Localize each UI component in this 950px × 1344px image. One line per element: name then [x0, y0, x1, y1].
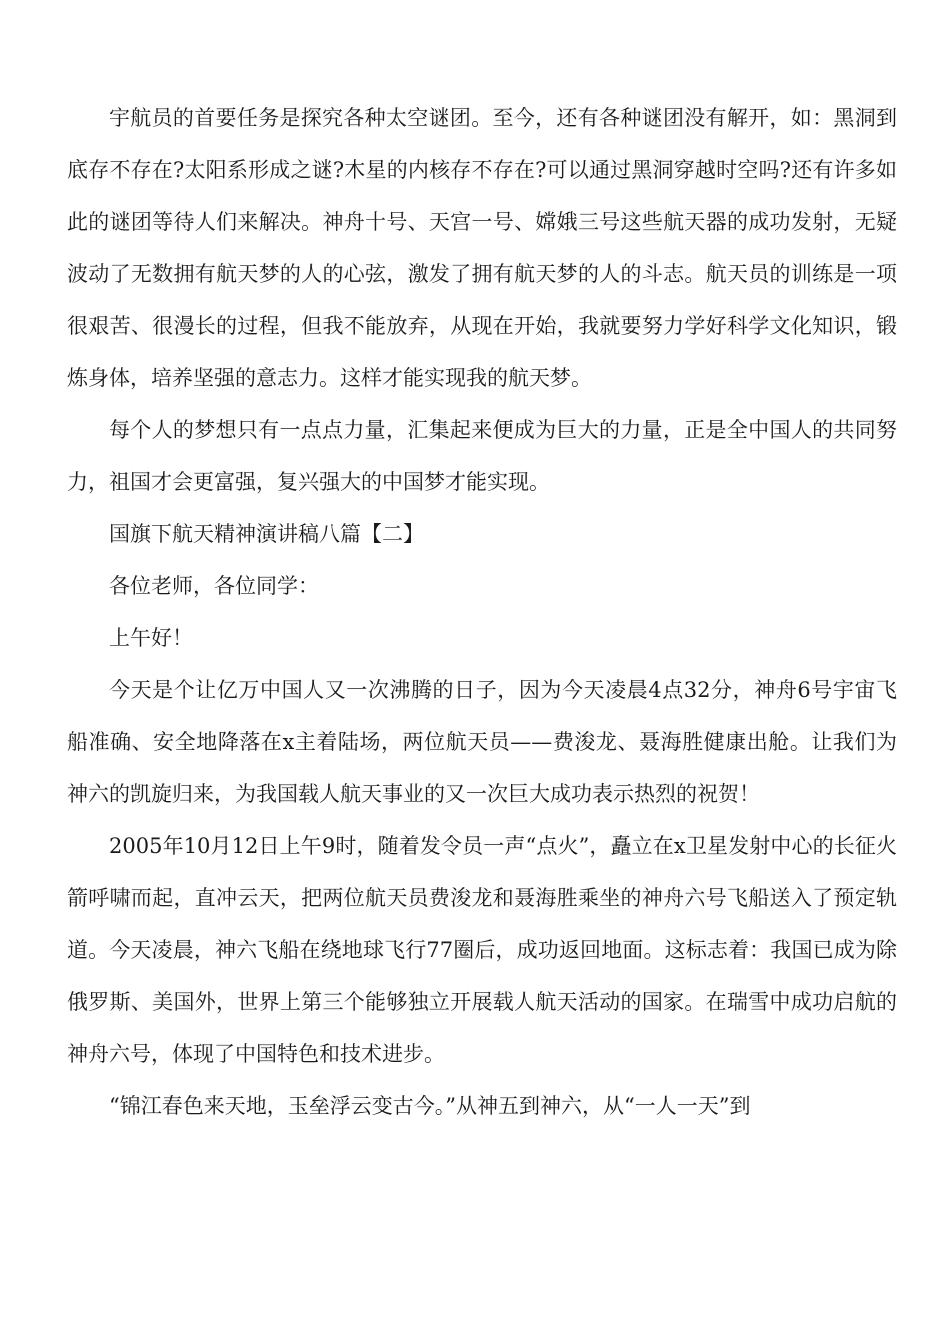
paragraph-chinese-dream: 每个人的梦想只有一点点力量，汇集起来便成为巨大的力量，正是全中国人的共同努力，祖国才会更富强，复兴强大的中国梦才能实现。: [67, 418, 897, 494]
salutation: 各位老师，各位同学：: [109, 574, 319, 598]
greeting: 上午好！: [109, 626, 193, 650]
paragraph-poem-quote: “锦江春色来天地，玉垒浮云变古今。”从神五到神六，从“一人一天”到: [109, 1094, 751, 1118]
section-title: 国旗下航天精神演讲稿八篇【二】: [109, 522, 424, 546]
paragraph-astronaut-mission: 宇航员的首要任务是探究各种太空谜团。至今，还有各种谜团没有解开，如：黑洞到底存不存在?太阳系形成之谜?木星的内核存不存在?可以通过黑洞穿越时空吗?还有许多如此的谜团等待人们来解决。神舟十号、天宫一号、嫦娥三号这些航天器的成功发射，无疑波动了无数拥有航天梦的人的心弦，激发了拥有航天梦的人的斗志。航天员的训练是一项很艰苦、很漫长的过程，但我不能放弃，从现在开始，我就要努力学好科学文化知识，锻炼身体，培养坚强的意志力。这样才能实现我的航天梦。: [67, 106, 897, 390]
paragraph-shenzhou6-landing: 今天是个让亿万中国人又一次沸腾的日子，因为今天凌晨4点32分，神舟6号宇宙飞船准确、安全地降落在x主着陆场，两位航天员——费浚龙、聂海胜健康出舱。让我们为神六的凯旋归来，为我国载人航天事业的又一次巨大成功表示热烈的祝贺！: [67, 678, 897, 806]
paragraph-shenzhou6-launch: 2005年10月12日上午9时，随着发令员一声“点火”，矗立在x卫星发射中心的长征火箭呼啸而起，直冲云天，把两位航天员费浚龙和聂海胜乘坐的神舟六号飞船送入了预定轨道。今天凌晨，神六飞船在绕地球飞行77圈后，成功返回地面。这标志着：我国已成为除俄罗斯、美国外，世界上第三个能够独立开展载人航天活动的国家。在瑞雪中成功启航的神舟六号，体现了中国特色和技术进步。: [67, 834, 897, 1066]
document-page: [67, 92, 897, 1132]
